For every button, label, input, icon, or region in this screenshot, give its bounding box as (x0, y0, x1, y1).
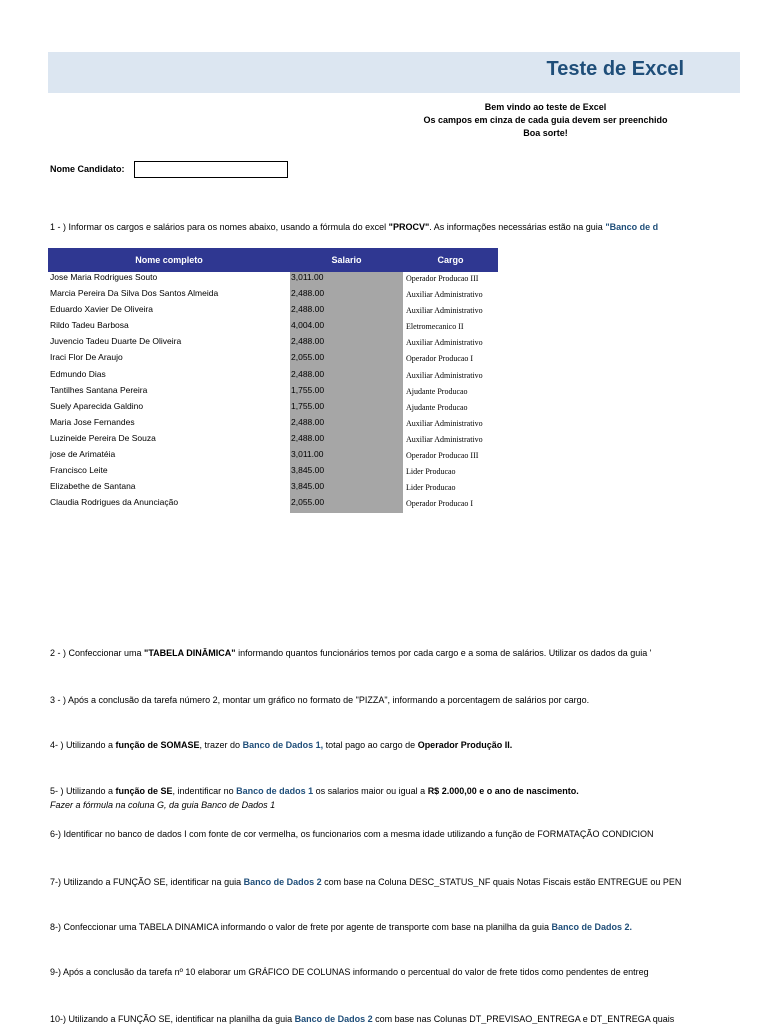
cell-salary[interactable]: 2,055.00 (290, 352, 403, 368)
welcome-message (400, 101, 691, 140)
cell-salary[interactable]: 1,755.00 (290, 385, 403, 401)
table-row (48, 272, 498, 288)
table-row (48, 401, 498, 417)
cell-name: Maria Jose Fernandes (50, 416, 135, 427)
cell-cargo: Auxiliar Administrativo (406, 338, 483, 348)
cell-cargo: Eletromecanico II (406, 322, 464, 332)
cell-name: Eduardo Xavier De Oliveira (50, 304, 153, 315)
question-4: 4- ) Utilizando a função de SOMASE, trazer do Banco de Dados 1, total pago ao cargo de Operador Produção II. (50, 740, 513, 750)
question-6: 6-) Identificar no banco de dados I com fonte de cor vermelha, os funcionarios com a mesma idade utilizando a função de FORMATAÇÃO CONDICION (50, 829, 654, 839)
table-row (48, 417, 498, 433)
title-banner (48, 52, 740, 93)
cell-name: Juvencio Tadeu Duarte De Oliveira (50, 336, 182, 347)
cell-salary[interactable]: 3,011.00 (290, 449, 403, 465)
cell-cargo: Auxiliar Administrativo (406, 418, 483, 428)
cell-salary[interactable]: 2,488.00 (290, 433, 403, 449)
cell-cargo: Operador Producao III (406, 274, 479, 283)
table-row (48, 449, 498, 465)
cell-cargo: Ajudante Producao (406, 386, 468, 396)
cell-cargo: Ajudante Producao (406, 402, 468, 412)
cell-salary[interactable]: 3,845.00 (290, 465, 403, 481)
question-3: 3 - ) Após a conclusão da tarefa número 2, montar um gráfico no formato de "PIZZA", informando a porcentagem de salários por cargo. (50, 695, 590, 705)
cell-name: Tantilhes Santana Pereira (50, 384, 148, 395)
cell-cargo: Auxiliar Administrativo (406, 306, 483, 316)
cell-salary[interactable]: 2,488.00 (290, 288, 403, 304)
welcome-line-2: Os campos em cinza de cada guia devem ser preenchido (423, 115, 668, 125)
candidate-name-label: Nome Candidato: (50, 164, 125, 174)
question-2: 2 - ) Confeccionar uma "TABELA DINÂMICA" informando quantos funcionários temos por cada cargo e a soma de salários. Utilizar os dados da guia ' (50, 648, 652, 658)
cell-salary[interactable]: 3,845.00 (290, 481, 403, 497)
cell-name: Francisco Leite (50, 465, 108, 476)
cell-name: Jose Maria Rodrigues Souto (50, 272, 158, 282)
cell-cargo: Auxiliar Administrativo (406, 290, 483, 300)
welcome-line-3: Boa sorte! (523, 128, 568, 138)
cell-name: Suely Aparecida Galdino (50, 400, 144, 411)
cell-name: Luzineide Pereira De Souza (50, 432, 156, 443)
cell-name: Rildo Tadeu Barbosa (50, 320, 129, 331)
table-row (48, 336, 498, 352)
table-row (48, 288, 498, 304)
cell-name: Edmundo Dias (50, 368, 106, 379)
table-row (48, 352, 498, 368)
welcome-line-1: Bem vindo ao teste de Excel (484, 102, 607, 112)
table-row (48, 465, 498, 481)
question-5: 5- ) Utilizando a função de SE, indentificar no Banco de dados 1 os salarios maior ou igual a R$ 2.000,00 e o ano de nascimento. (50, 786, 579, 796)
page-title: Teste de Excel (546, 58, 684, 80)
table-row (48, 433, 498, 449)
question-7: 7-) Utilizando a FUNÇÃO SE, identificar na guia Banco de Dados 2 com base na Coluna DESC_STATUS_NF quais Notas Fiscais estão ENTREGUE ou PEN (50, 877, 682, 887)
cell-cargo: Operador Producao III (406, 451, 479, 461)
table-row (48, 481, 498, 497)
cell-name: Claudia Rodrigues da Anunciação (50, 497, 179, 508)
question-8: 8-) Confeccionar uma TABELA DINAMICA informando o valor de frete por agente de transporte com base na planilha da guia Banco de Dados 2. (50, 922, 632, 932)
question-5-note: Fazer a fórmula na coluna G, da guia Banco de Dados 1 (50, 800, 276, 810)
cell-name: Elizabethe de Santana (50, 481, 136, 492)
cell-salary[interactable]: 1,755.00 (290, 401, 403, 417)
cell-cargo: Lider Producao (406, 467, 456, 477)
cell-salary[interactable]: 2,488.00 (290, 369, 403, 385)
employee-table (48, 248, 498, 513)
table-row (48, 369, 498, 385)
question-9: 9-) Após a conclusão da tarefa nº 10 elaborar um GRÁFICO DE COLUNAS informando o percentual do valor de frete tidos como pendentes de entreg (50, 967, 649, 977)
cell-name: Marcia Pereira Da Silva Dos Santos Almeida (50, 288, 219, 299)
cell-cargo: Auxiliar Administrativo (406, 370, 483, 380)
cell-salary[interactable]: 2,488.00 (290, 417, 403, 433)
cell-salary[interactable]: 2,488.00 (290, 304, 403, 320)
table-row (48, 497, 498, 513)
table-row (48, 304, 498, 320)
header-salario: Salario (290, 248, 403, 272)
header-nome-completo: Nome completo (48, 248, 290, 272)
cell-salary[interactable]: 4,004.00 (290, 320, 403, 336)
header-cargo: Cargo (403, 248, 498, 272)
question-1: 1 - ) Informar os cargos e salários para os nomes abaixo, usando a fórmula do excel "PROCV". As informações necessárias estão na guia "Banco de d (50, 222, 659, 232)
cell-cargo: Operador Producao I (406, 354, 474, 364)
cell-name: jose de Arimatéia (50, 449, 116, 460)
cell-cargo: Operador Producao I (406, 499, 474, 509)
table-row (48, 385, 498, 401)
cell-cargo: Auxiliar Administrativo (406, 434, 483, 444)
question-10: 10-) Utilizando a FUNÇÃO SE, identificar na planilha da guia Banco de Dados 2 com base nas Colunas DT_PREVISAO_ENTREGA e DT_ENTREGA quais (50, 1014, 675, 1024)
cell-name: Iraci Flor De Araujo (50, 352, 123, 363)
cell-salary[interactable]: 2,488.00 (290, 336, 403, 352)
candidate-name-field[interactable] (134, 161, 288, 178)
cell-cargo: Lider Producao (406, 483, 456, 493)
cell-salary[interactable]: 2,055.00 (290, 497, 403, 513)
table-row (48, 320, 498, 336)
cell-salary[interactable]: 3,011.00 (290, 272, 403, 288)
